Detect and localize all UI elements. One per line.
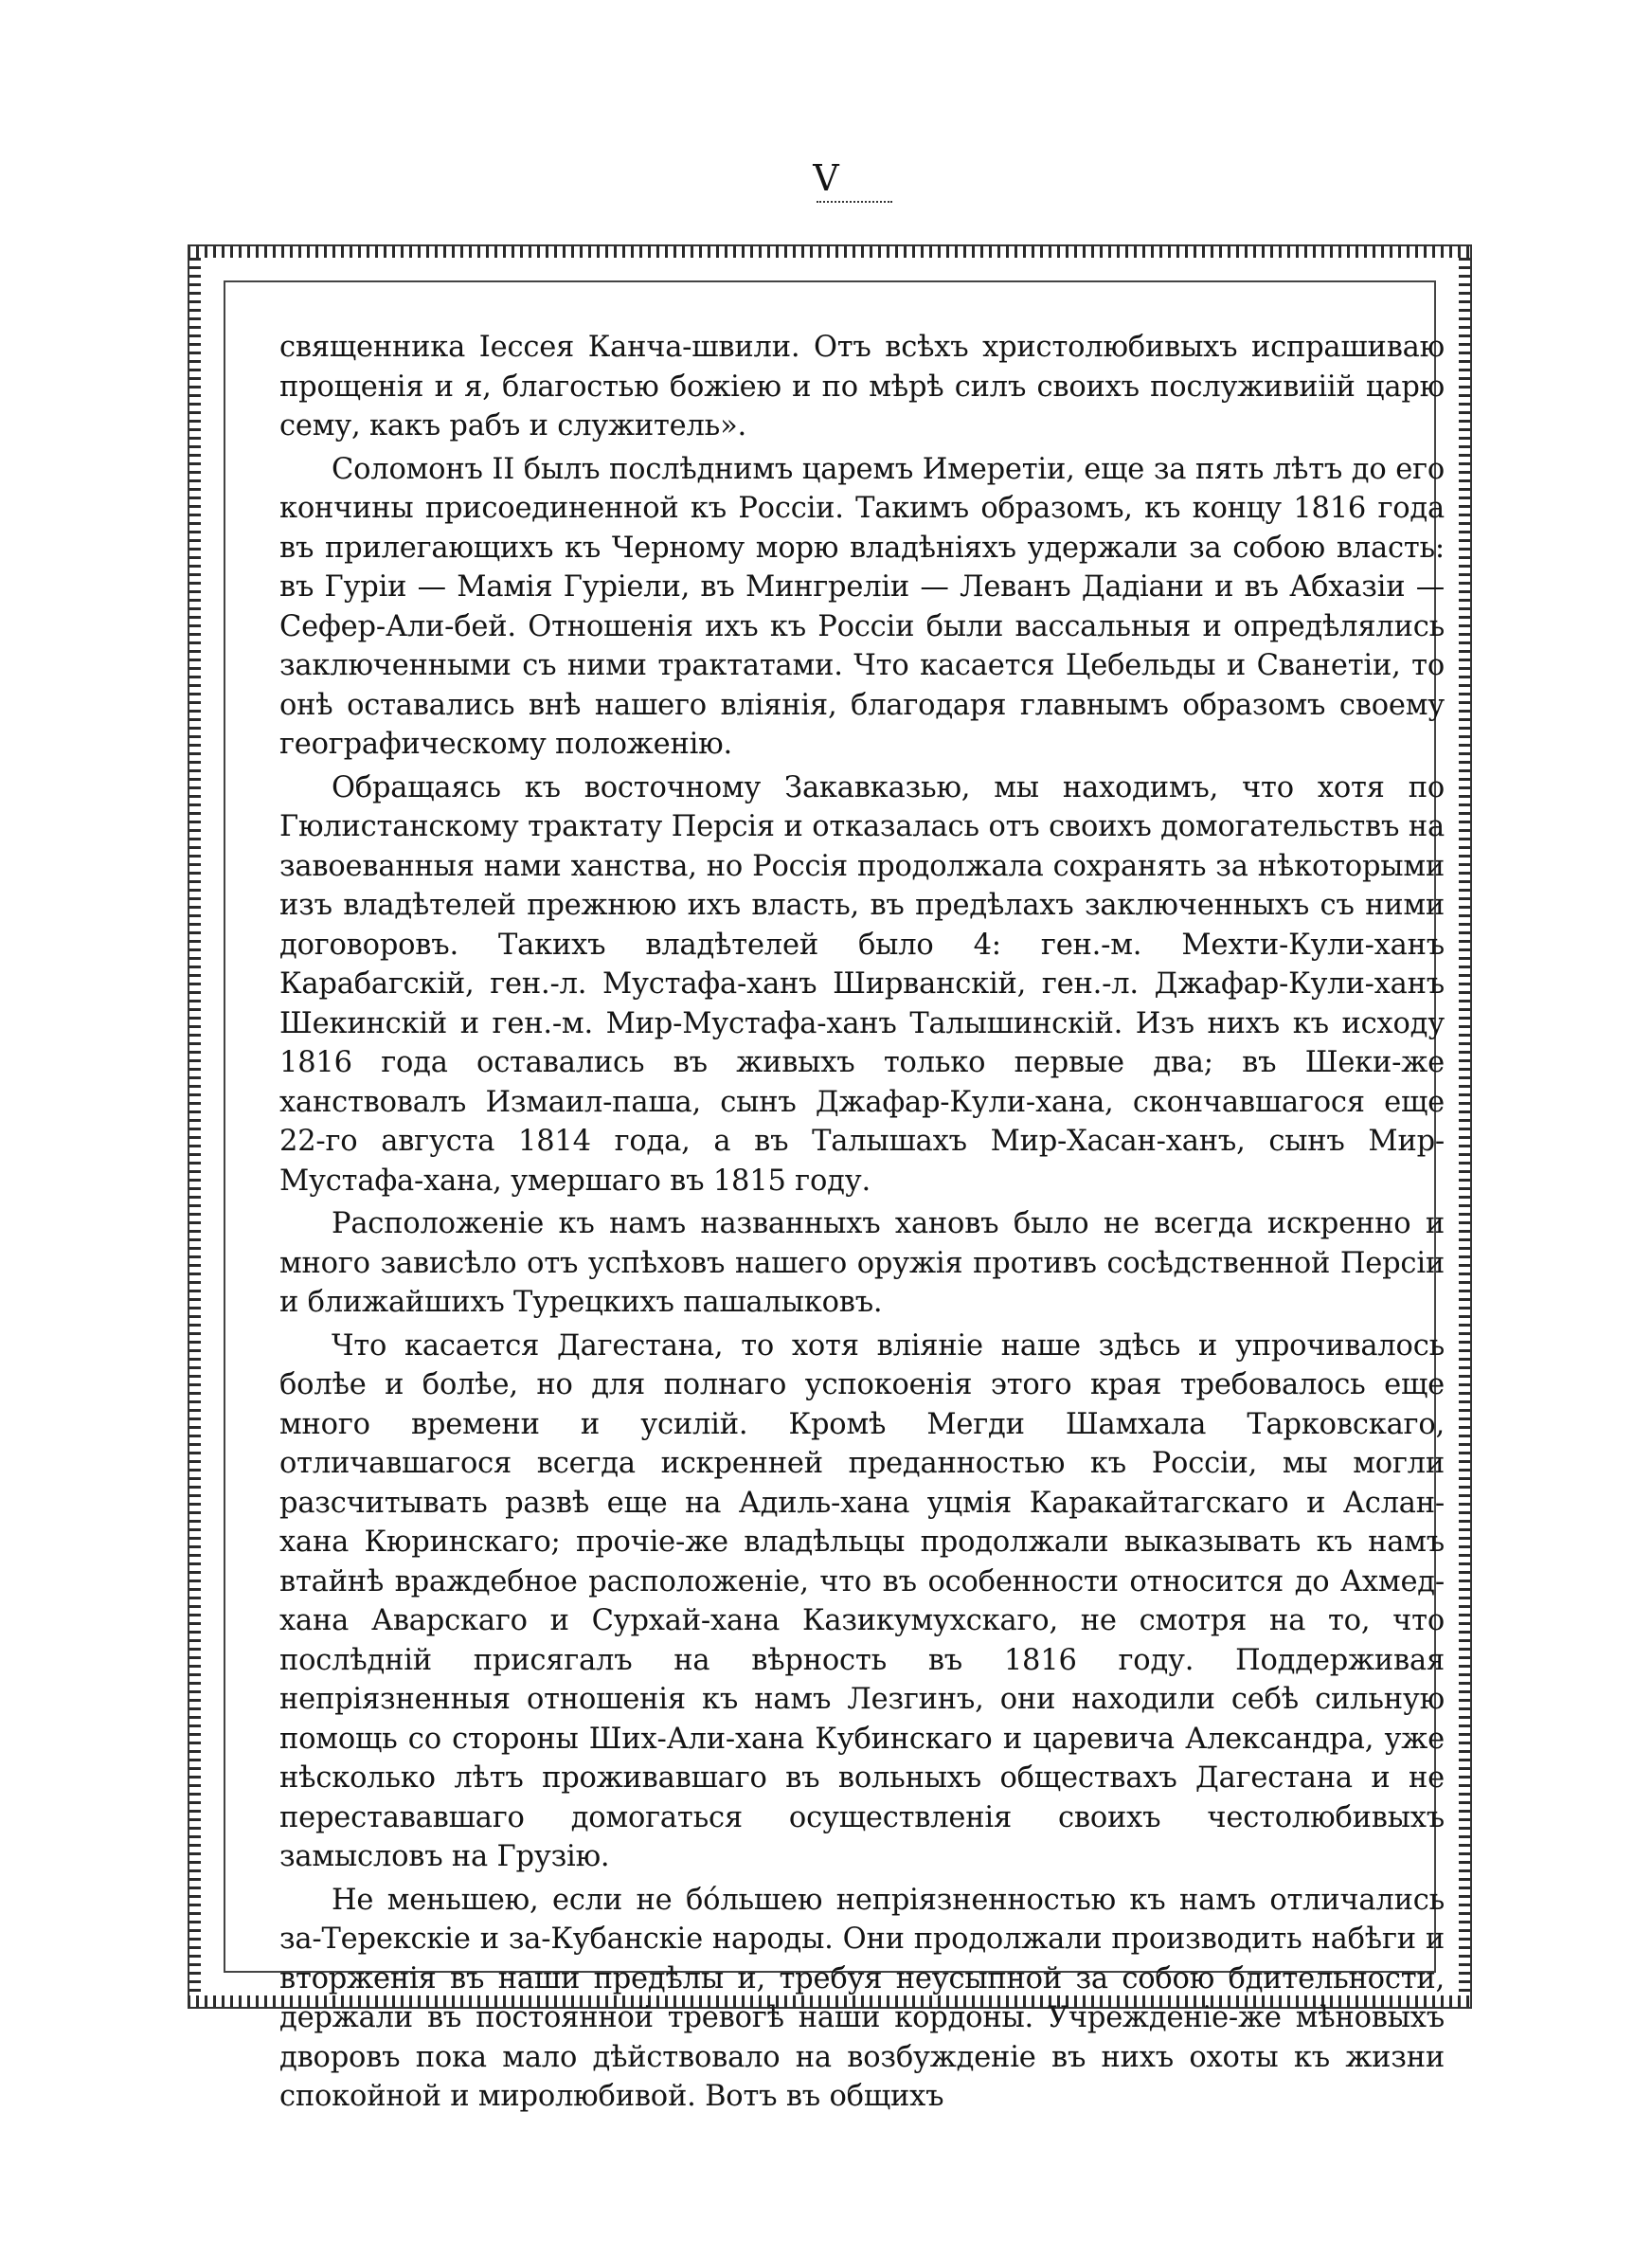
body-text <box>279 328 1445 2117</box>
paragraph-5: Что касается Дагестана, то хотя вліяніе наше здѣсь и упрочивалось болѣе и болѣе, но для полнаго успокоенія этого края требовалось еще много времени и усилій. Кромѣ Мегди Шамхала Тарковскаго, отличавшагося всегда искренней преданностью къ Россіи, мы могли разсчитывать развѣ еще на Адиль-хана уцмія Каракайтагскаго и Аслан-хана Кюринскаго; прочіе-же владѣльцы продолжали выказывать къ намъ втайнѣ враждебное расположеніе, что въ особенности относится до Ахмед-хана Аварскаго и Сурхай-хана Казикумухскаго, не смотря на то, что послѣдній присягалъ на вѣрность въ 1816 году. Поддерживая непріязненныя отношенія къ намъ Лезгинъ, они находили себѣ сильную помощь со стороны Ших-Али-хана Кубинскаго и царевича Александра, уже нѣсколько лѣтъ проживавшаго въ вольныхъ обществахъ Дагестана и не перестававшаго домогаться осуществленія своихъ честолюбивыхъ замысловъ на Грузію. <box>279 1328 1445 1873</box>
paragraph-2: Соломонъ II былъ послѣднимъ царемъ Имеретіи, еще за пять лѣтъ до его кончины присоединенной къ Россіи. Такимъ образомъ, къ концу 1816 года въ прилегающихъ къ Черному морю владѣніяхъ удержали за собою власть: въ Гуріи — Мамія Гуріели, въ Мингреліи — Леванъ Дадіани и въ Абхазіи — Сефер-Али-бей. Отношенія ихъ къ Россіи были вассальныя и опредѣлялись заключенными съ ними трактатами. Что касается Цебельды и Сванетіи, то онѣ оставались внѣ нашего вліянія, благодаря главнымъ образомъ своему географическому положенію. <box>279 452 1445 761</box>
paragraph-6: Не меньшею, если не бо́льшею непріязненностью къ намъ отличались за-Терекскіе и за-Кубанскіе народы. Они продолжали производить набѣги и вторженія въ наши предѣлы и, требуя неусыпной за собою бдительности, держали въ постоянной тревогѣ наши кордоны. Учрежденіе-же мѣновыхъ дворовъ пока мало дѣйствовало на возбужденіе въ нихъ охоты къ жизни спокойной и миролюбивой. Вотъ въ общихъ <box>279 1883 1445 2113</box>
paragraph-4: Расположеніе къ намъ названныхъ хановъ было не всегда искренно и много зависѣло отъ успѣховъ нашего оружія противъ сосѣдственной Персіи и ближайшихъ Турецкихъ пашалыковъ. <box>279 1207 1445 1319</box>
page-number: V <box>813 157 839 199</box>
page-number-underline <box>817 201 892 207</box>
paragraph-3: Обращаясь къ восточному Закавказью, мы находимъ, что хотя по Гюлистанскому трактату Персія и отказалась отъ своихъ домогательствъ на завоеванныя нами ханства, но Россія продолжала сохранять за нѣкоторыми изъ владѣтелей прежнюю ихъ власть, въ предѣлахъ заключенныхъ съ ними договоровъ. Такихъ владѣтелей было 4: ген.-м. Мехти-Кули-ханъ Карабагскій, ген.-л. Мустафа-ханъ Ширванскій, ген.-л. Джафар-Кули-ханъ Шекинскій и ген.-м. Мир-Мустафа-ханъ Талышинскій. Изъ нихъ къ исходу 1816 года оставались въ живыхъ только первые два; въ Шеки-же ханствовалъ Измаил-паша, сынъ Джафар-Кули-хана, скончавшагося еще 22-го августа 1814 года, а въ Талышахъ Мир-Хасан-ханъ, сынъ Мир-Мустафа-хана, умершаго въ 1815 году. <box>279 770 1445 1198</box>
paragraph-1: священника Іессея Канча-швили. Отъ всѣхъ христолюбивыхъ испрашиваю прощенія и я, благостью божіею и по мѣрѣ силъ своихъ послуживиіій царю сему, какъ рабъ и служитель». <box>279 331 1445 442</box>
